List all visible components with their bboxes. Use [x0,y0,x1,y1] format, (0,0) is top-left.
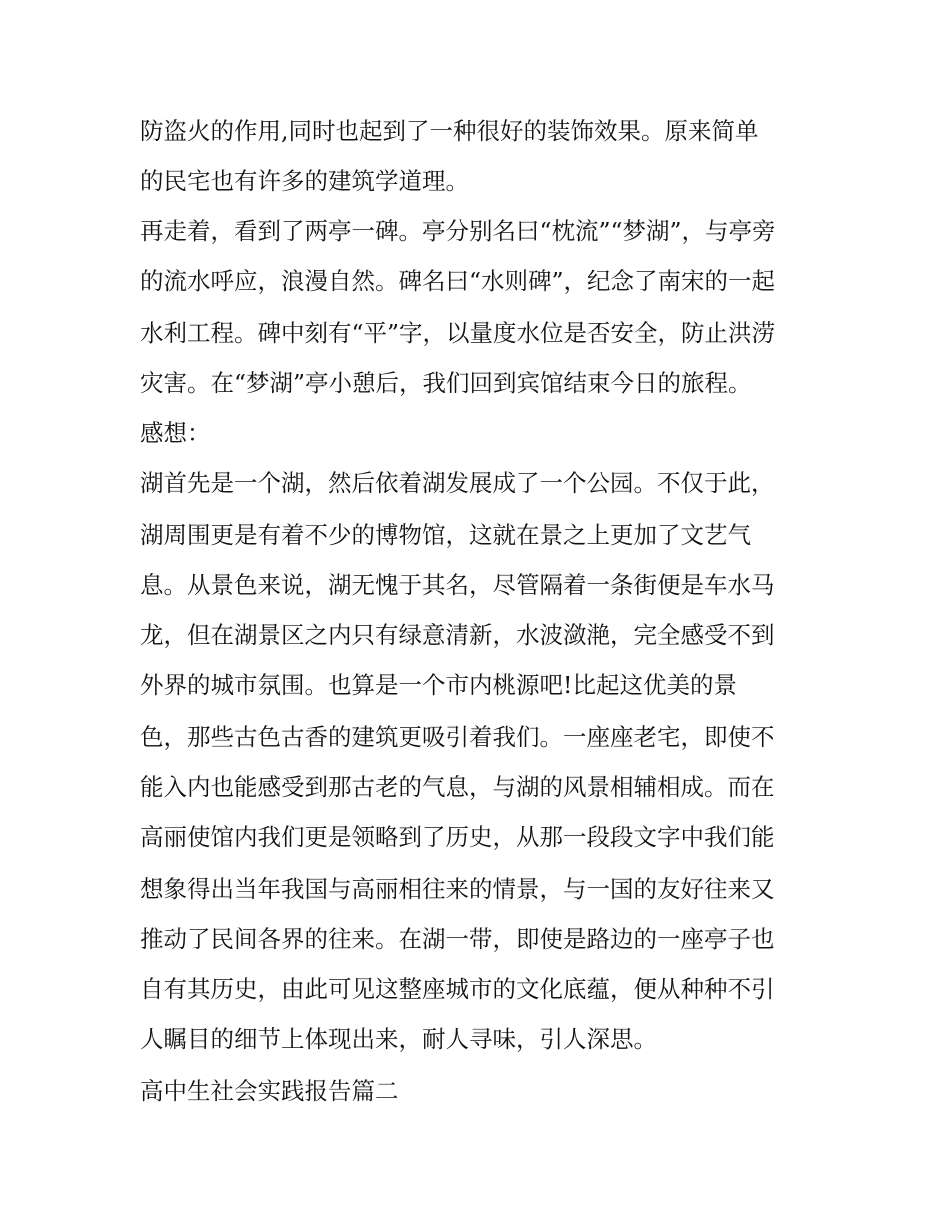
text-line: 高丽使馆内我们更是领略到了历史，从那一段段文字中我们能 [140,823,775,851]
text-line: 湖首先是一个湖，然后依着湖发展成了一个公园。不仅于此， [140,469,775,497]
text-line: 防盗火的作用,同时也起到了一种很好的装饰效果。原来简单 [140,117,759,145]
text-line: 水利工程。碑中刻有“平”字，以量度水位是否安全，防止洪涝 [140,319,776,347]
text-line: 灾害。在“梦湖”亭小憩后，我们回到宾馆结束今日的旅程。 [140,369,752,397]
text-line: 自有其历史，由此可见这整座城市的文化底蕴，便从种种不引 [140,975,775,1003]
text-line: 人瞩目的细节上体现出来，耐人寻味，引人深思。 [140,1025,657,1053]
text-line: 湖周围更是有着不少的博物馆，这就在景之上更加了文艺气 [140,521,751,549]
text-line: 龙，但在湖景区之内只有绿意清新，水波潋滟，完全感受不到 [140,621,775,649]
text-line: 再走着，看到了两亭一碑。亭分别名曰“枕流”“梦湖”，与亭旁 [140,217,776,245]
section-title: 高中生社会实践报告篇二 [140,1077,399,1105]
text-line: 外界的城市氛围。也算是一个市内桃源吧!比起这优美的景 [140,671,737,699]
text-line: 想象得出当年我国与高丽相往来的情景，与一国的友好往来又 [140,875,775,903]
text-line: 息。从景色来说，湖无愧于其名，尽管隔着一条街便是车水马 [140,571,775,599]
text-line: 能入内也能感受到那古老的气息，与湖的风景相辅相成。而在 [140,773,775,801]
text-line: 色，那些古色古香的建筑更吸引着我们。一座座老宅，即使不 [140,723,775,751]
text-line: 的流水呼应，浪漫自然。碑名曰“水则碑”，纪念了南宋的一起 [140,267,776,295]
text-line: 的民宅也有许多的建筑学道理。 [140,167,469,195]
text-line: 推动了民间各界的往来。在湖一带，即使是路边的一座亭子也 [140,925,775,953]
section-heading: 感想： [140,419,211,447]
